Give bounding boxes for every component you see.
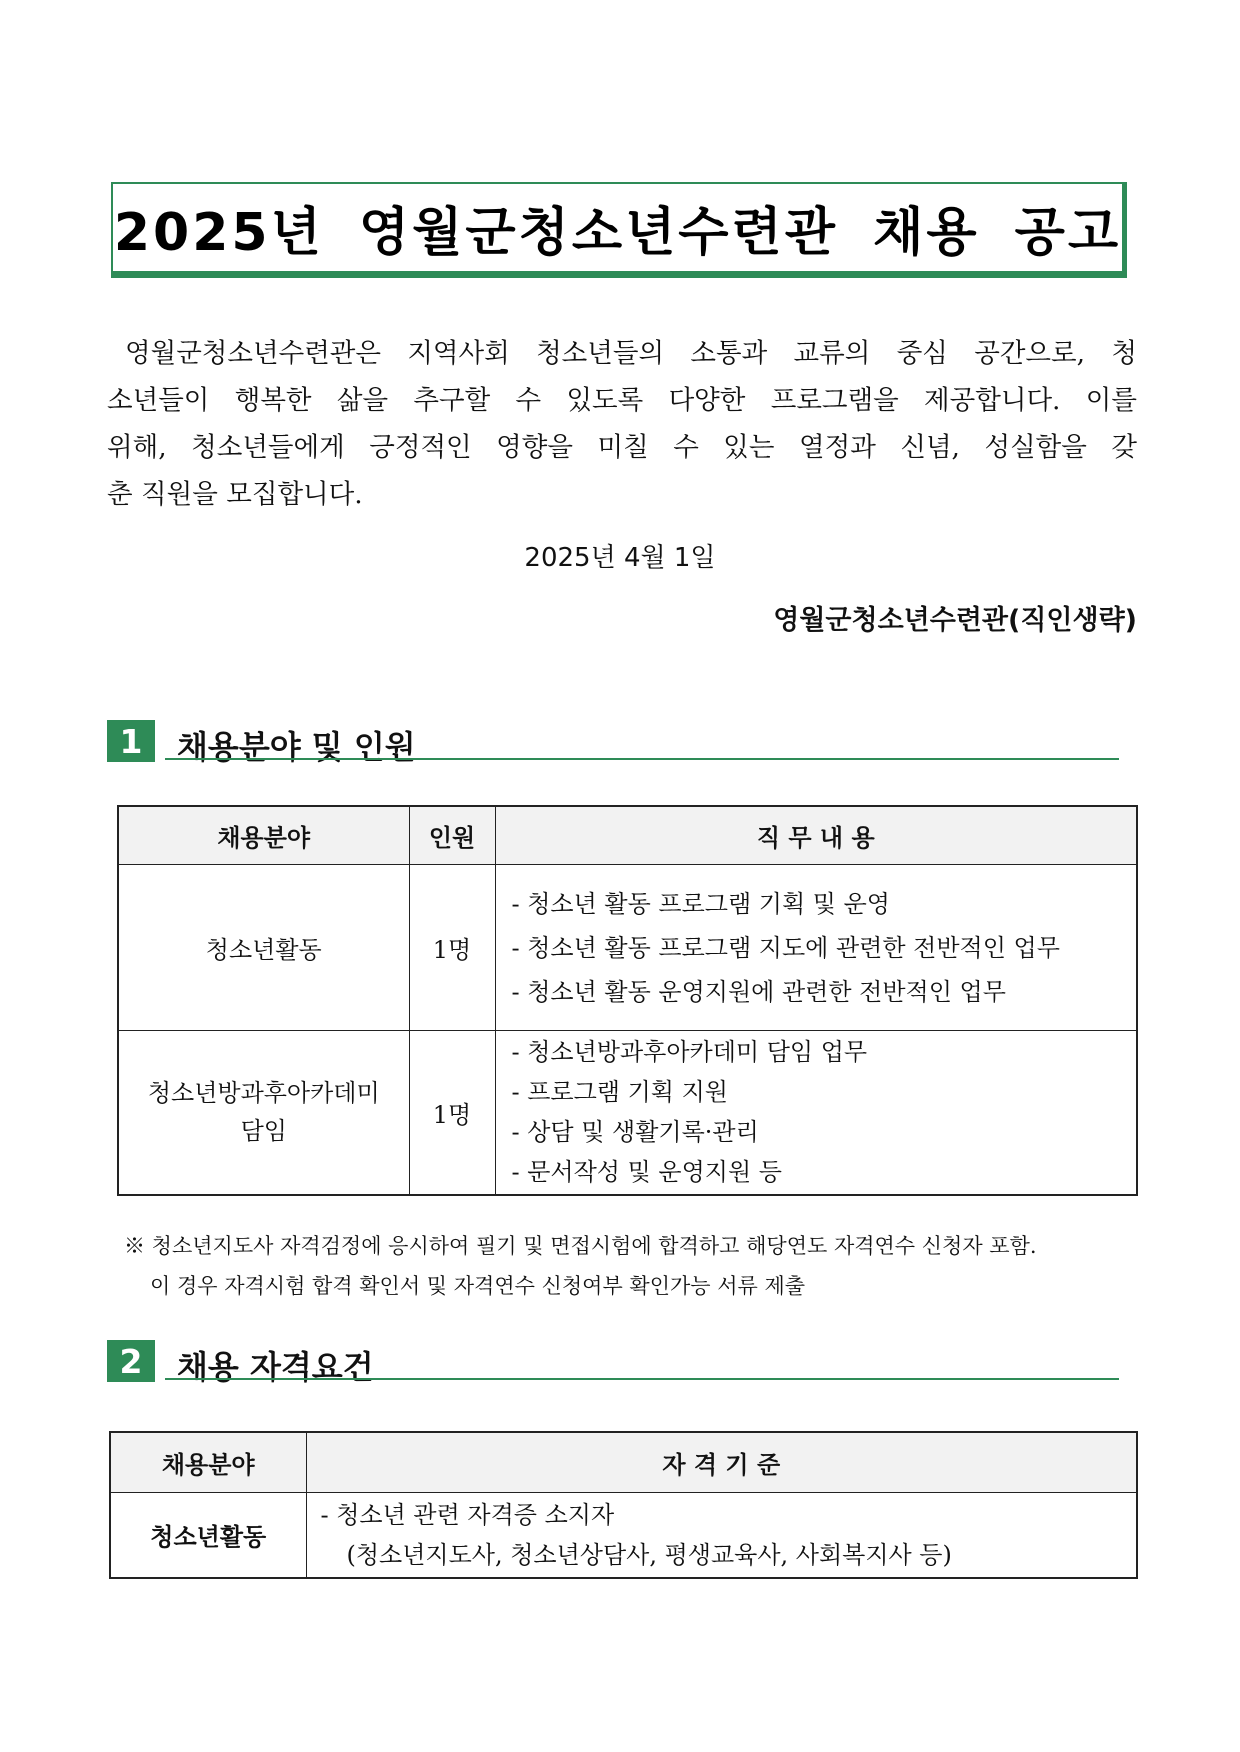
qualifications-table [109,1431,1138,1579]
criteria-item: (청소년지도사, 청소년상담사, 평생교육사, 사회복지사 등) [346,1540,952,1569]
note-line: ※ 청소년지도사 자격검정에 응시하여 필기 및 면접시험에 합격하고 해당연도 자격연수 신청자 포함. [124,1234,1037,1258]
table-row [118,865,1137,1031]
header-criteria: 자 격 기 준 [306,1432,1137,1492]
table-header-row [110,1432,1137,1492]
field-line: 담임 [240,1117,287,1146]
table-row [110,1492,1137,1578]
duty-item: - 청소년 활동 프로그램 지도에 관련한 전반적인 업무 [511,933,1060,962]
field-cell: 청소년활동 [110,1492,306,1578]
count-cell: 1명 [409,865,495,1031]
header-field: 채용분야 [118,806,409,865]
intro-line: 영월군청소년수련관은 지역사회 청소년들의 소통과 교류의 중심 공간으로, 청 [125,338,1137,369]
intro-line: 소년들이 행복한 삶을 추구할 수 있도록 다양한 프로그램을 제공합니다. 이를 [107,385,1137,416]
section-number: 1 [107,720,155,762]
duty-item: - 문서작성 및 운영지원 등 [511,1158,782,1187]
field-line: 청소년방과후아카데미 [147,1079,380,1108]
duty-item: - 상담 및 생활기록·관리 [511,1118,759,1147]
duty-item: - 프로그램 기획 지원 [511,1078,728,1107]
duty-item: - 청소년 활동 프로그램 기획 및 운영 [511,889,890,918]
positions-table [117,805,1138,1196]
eligibility-note [124,1226,1037,1306]
duty-item: - 청소년방과후아카데미 담임 업무 [511,1038,868,1067]
section-title: 채용 자격요건 [177,1348,374,1386]
section-underline [165,1378,1119,1380]
duty-item: - 청소년 활동 운영지원에 관련한 전반적인 업무 [511,977,1006,1006]
section-1-header [107,720,1119,768]
header-duties: 직 무 내 용 [495,806,1137,865]
title-box [111,182,1127,278]
header-field: 채용분야 [110,1432,306,1492]
duties-cell [495,1031,1137,1195]
criteria-cell [306,1492,1137,1578]
section-underline [165,758,1119,760]
section-number: 2 [107,1340,155,1382]
table-row [118,1031,1137,1195]
intro-line: 춘 직원을 모집합니다. [107,479,363,510]
header-count: 인원 [409,806,495,865]
field-cell [118,1031,409,1195]
organization-name: 영월군청소년수련관(직인생략) [773,605,1137,636]
section-2-header [107,1340,1119,1388]
intro-paragraph [107,330,1137,518]
section-title: 채용분야 및 인원 [177,728,416,766]
count-cell: 1명 [409,1031,495,1195]
criteria-item: - 청소년 관련 자격증 소지자 [320,1500,615,1529]
note-line: 이 경우 자격시험 합격 확인서 및 자격연수 신청여부 확인가능 서류 제출 [150,1274,806,1298]
field-cell: 청소년활동 [118,865,409,1031]
intro-line: 위해, 청소년들에게 긍정적인 영향을 미칠 수 있는 열정과 신념, 성실함을 갖 [107,432,1137,463]
announcement-date: 2025년 4월 1일 [524,543,716,573]
table-header-row [118,806,1137,865]
page-title: 2025년 영월군청소년수련관 채용 공고 [113,203,1122,263]
duties-cell [495,865,1137,1031]
